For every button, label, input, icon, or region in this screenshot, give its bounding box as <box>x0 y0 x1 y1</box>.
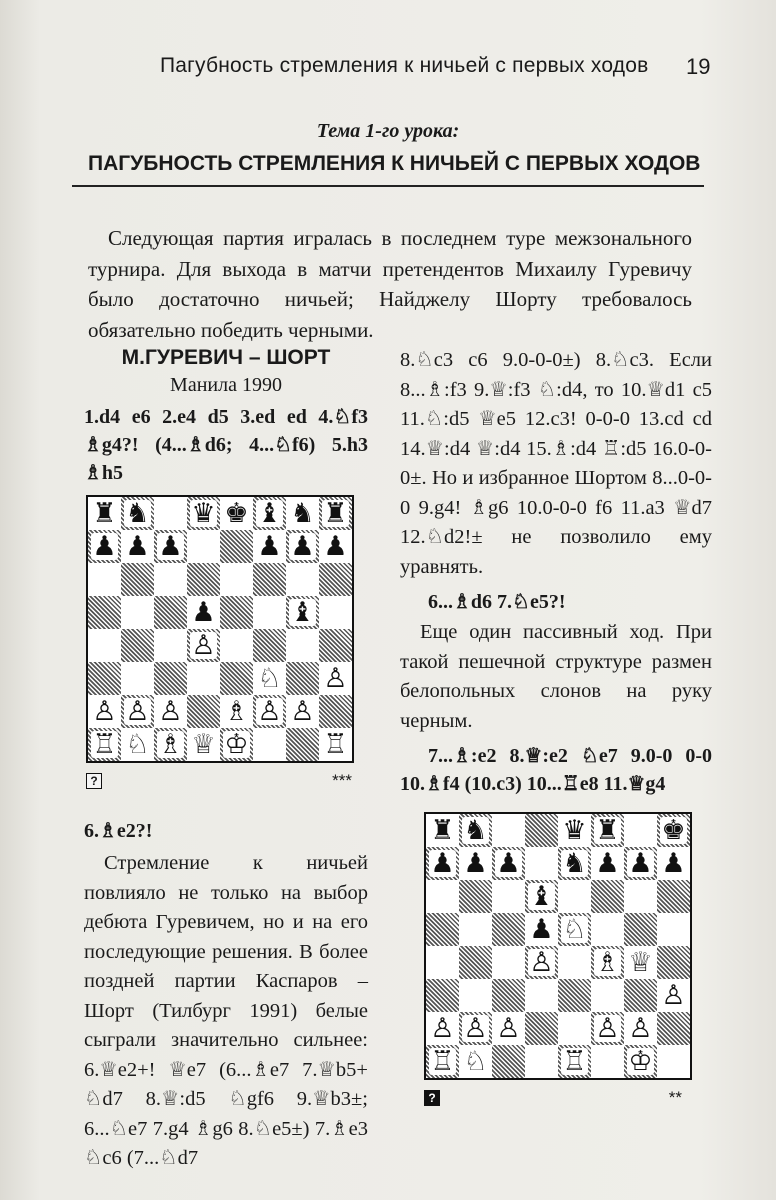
diagram-1-caption <box>86 771 352 791</box>
square-d4 <box>187 629 220 662</box>
square-f7 <box>591 847 624 880</box>
chess-piece-icon: ♘ <box>562 914 587 945</box>
square-g2 <box>624 1012 657 1045</box>
chess-piece-icon: ♘ <box>125 729 150 760</box>
square-a5 <box>426 913 459 946</box>
square-g7 <box>286 530 319 563</box>
chess-piece-icon: ♟ <box>430 848 455 879</box>
square-h3 <box>319 662 352 695</box>
square-b6 <box>459 880 492 913</box>
square-c7 <box>492 847 525 880</box>
chess-piece-icon: ♚ <box>661 815 686 846</box>
square-e1 <box>220 728 253 761</box>
square-d8 <box>525 814 558 847</box>
chess-piece-icon: ♕ <box>628 947 653 978</box>
square-g8 <box>624 814 657 847</box>
square-e8 <box>558 814 591 847</box>
square-f1 <box>591 1045 624 1078</box>
question-mark-icon: ? <box>424 1090 440 1106</box>
square-b1 <box>121 728 154 761</box>
square-a4 <box>426 946 459 979</box>
chess-piece-icon: ♘ <box>257 663 282 694</box>
square-c4 <box>154 629 187 662</box>
square-e2 <box>558 1012 591 1045</box>
square-d1 <box>187 728 220 761</box>
square-h5 <box>319 596 352 629</box>
chapter-heading: ПАГУБНОСТЬ СТРЕМЛЕНИЯ К НИЧЬЕЙ С ПЕРВЫХ ХОДОВ <box>88 152 701 175</box>
square-d5 <box>187 596 220 629</box>
square-e1 <box>558 1045 591 1078</box>
square-c3 <box>492 979 525 1012</box>
left-column <box>84 346 368 1174</box>
square-f5 <box>591 913 624 946</box>
square-g3 <box>624 979 657 1012</box>
square-a8 <box>426 814 459 847</box>
chess-piece-icon: ♙ <box>463 1013 488 1044</box>
square-d7 <box>187 530 220 563</box>
square-f6 <box>253 563 286 596</box>
chess-piece-icon: ♟ <box>290 531 315 562</box>
square-a4 <box>88 629 121 662</box>
square-e5 <box>220 596 253 629</box>
diagram-2-caption <box>424 1088 682 1108</box>
square-e5 <box>558 913 591 946</box>
square-f5 <box>253 596 286 629</box>
square-g5 <box>286 596 319 629</box>
square-b1 <box>459 1045 492 1078</box>
square-a2 <box>426 1012 459 1045</box>
square-c6 <box>492 880 525 913</box>
square-h5 <box>657 913 690 946</box>
chess-piece-icon: ♝ <box>529 881 554 912</box>
square-g1 <box>624 1045 657 1078</box>
chess-piece-icon: ♖ <box>562 1046 587 1077</box>
chess-piece-icon: ♖ <box>323 729 348 760</box>
chess-piece-icon: ♙ <box>257 696 282 727</box>
square-g4 <box>624 946 657 979</box>
chess-piece-icon: ♗ <box>158 729 183 760</box>
square-h3 <box>657 979 690 1012</box>
square-a8 <box>88 497 121 530</box>
square-e3 <box>220 662 253 695</box>
difficulty-stars: ** <box>668 1088 682 1107</box>
square-b3 <box>121 662 154 695</box>
right-column <box>400 346 712 1108</box>
square-f4 <box>253 629 286 662</box>
chess-piece-icon: ♟ <box>661 848 686 879</box>
chess-piece-icon: ♟ <box>496 848 521 879</box>
square-c1 <box>492 1045 525 1078</box>
square-h8 <box>657 814 690 847</box>
square-h6 <box>657 880 690 913</box>
chess-piece-icon: ♙ <box>290 696 315 727</box>
chess-piece-icon: ♝ <box>257 498 282 529</box>
square-e4 <box>558 946 591 979</box>
square-c2 <box>492 1012 525 1045</box>
chess-piece-icon: ♔ <box>224 729 249 760</box>
square-b8 <box>459 814 492 847</box>
chess-piece-icon: ♗ <box>595 947 620 978</box>
square-c2 <box>154 695 187 728</box>
square-h2 <box>319 695 352 728</box>
square-b5 <box>121 596 154 629</box>
square-d7 <box>525 847 558 880</box>
square-h1 <box>657 1045 690 1078</box>
chess-piece-icon: ♔ <box>628 1046 653 1077</box>
square-d8 <box>187 497 220 530</box>
square-d4 <box>525 946 558 979</box>
square-b2 <box>121 695 154 728</box>
square-g5 <box>624 913 657 946</box>
square-h8 <box>319 497 352 530</box>
square-g1 <box>286 728 319 761</box>
square-f3 <box>591 979 624 1012</box>
chess-piece-icon: ♟ <box>529 914 554 945</box>
square-a1 <box>426 1045 459 1078</box>
square-a3 <box>88 662 121 695</box>
square-g4 <box>286 629 319 662</box>
chess-piece-icon: ♞ <box>290 498 315 529</box>
chess-piece-icon: ♟ <box>92 531 117 562</box>
running-header: Пагубность стремления к ничьей с первых ходов <box>160 54 649 77</box>
square-a2 <box>88 695 121 728</box>
question-mark-icon: ? <box>86 773 102 789</box>
square-a6 <box>426 880 459 913</box>
square-a1 <box>88 728 121 761</box>
square-h2 <box>657 1012 690 1045</box>
square-c8 <box>154 497 187 530</box>
square-f1 <box>253 728 286 761</box>
square-c4 <box>492 946 525 979</box>
square-d1 <box>525 1045 558 1078</box>
chess-piece-icon: ♟ <box>191 597 216 628</box>
page-number: 19 <box>686 54 711 79</box>
intro-paragraph: Следующая партия игралась в последнем туре межзонального турнира. Для выхода в матчи претендентов Михаилу Гуревичу было достаточно ничьей; Найджелу Шорту требовалось обязательно победить черными. <box>88 226 692 342</box>
chess-piece-icon: ♙ <box>125 696 150 727</box>
chess-piece-icon: ♙ <box>661 980 686 1011</box>
square-e6 <box>220 563 253 596</box>
chess-diagram-2 <box>424 812 692 1080</box>
chess-piece-icon: ♙ <box>595 1013 620 1044</box>
square-h4 <box>319 629 352 662</box>
square-c3 <box>154 662 187 695</box>
square-c8 <box>492 814 525 847</box>
square-b8 <box>121 497 154 530</box>
chess-piece-icon: ♙ <box>191 630 216 661</box>
square-f6 <box>591 880 624 913</box>
square-c7 <box>154 530 187 563</box>
chess-piece-icon: ♙ <box>158 696 183 727</box>
commentary-left: Стремление к ничьей повлияло не только на выбор дебюта Гуревичем, но и на его последующие решения. В более поздней партии Каспаров – Шорт (Тилбург 1991) белые сыграли значительно сильнее: 6.♕e2+! ♕e7 (6...♗e7 7.♕b5+ ♘d7 8.♕:d5 ♘gf6 9.♕b3±; 6...♘e7 7.g4 ♗g6 8.♘e5±) 7.♗e3 ♘c6 (7...♘d7 <box>84 852 368 1169</box>
square-f3 <box>253 662 286 695</box>
square-b7 <box>121 530 154 563</box>
chess-piece-icon: ♗ <box>224 696 249 727</box>
chess-piece-icon: ♚ <box>224 498 249 529</box>
chess-piece-icon: ♙ <box>323 663 348 694</box>
opening-moves: 1.d4 e6 2.e4 d5 3.ed ed 4.♘f3 ♗g4?! (4...♗d6; 4...♘f6) 5.h3 ♗h5 <box>84 406 368 484</box>
chess-piece-icon: ♟ <box>628 848 653 879</box>
square-b6 <box>121 563 154 596</box>
square-g7 <box>624 847 657 880</box>
square-g8 <box>286 497 319 530</box>
chess-piece-icon: ♙ <box>529 947 554 978</box>
chess-piece-icon: ♙ <box>430 1013 455 1044</box>
chess-piece-icon: ♜ <box>595 815 620 846</box>
square-h4 <box>657 946 690 979</box>
chess-piece-icon: ♛ <box>191 498 216 529</box>
square-d6 <box>187 563 220 596</box>
square-e6 <box>558 880 591 913</box>
chess-piece-icon: ♟ <box>463 848 488 879</box>
chess-piece-icon: ♙ <box>628 1013 653 1044</box>
square-b7 <box>459 847 492 880</box>
square-f2 <box>253 695 286 728</box>
square-g3 <box>286 662 319 695</box>
square-g6 <box>286 563 319 596</box>
chess-piece-icon: ♞ <box>562 848 587 879</box>
square-e3 <box>558 979 591 1012</box>
chess-piece-icon: ♖ <box>430 1046 455 1077</box>
square-b5 <box>459 913 492 946</box>
chess-piece-icon: ♟ <box>158 531 183 562</box>
chess-piece-icon: ♙ <box>496 1013 521 1044</box>
chess-piece-icon: ♜ <box>92 498 117 529</box>
chess-diagram-1 <box>86 495 354 763</box>
square-e7 <box>220 530 253 563</box>
chess-piece-icon: ♟ <box>595 848 620 879</box>
square-f8 <box>591 814 624 847</box>
commentary-right-1: 8.♘c3 c6 9.0-0-0±) 8.♘c3. Если 8...♗:f3 9.♕:f3 ♘:d4, то 10.♕d1 c5 11.♘:d5 ♕e5 12.c3! 0-0-0 13.cd cd 14.♕:d4 ♕:d4 15.♗:d4 ♖:d5 16.0-0-0±. Но и избранное Шортом 8...0-0-0 9.g4! ♗g6 10.0-0-0 f6 11.a3 ♕d7 12.♘d2!± не позволило ему уравнять. <box>400 349 712 578</box>
square-f4 <box>591 946 624 979</box>
square-f2 <box>591 1012 624 1045</box>
square-c1 <box>154 728 187 761</box>
square-g2 <box>286 695 319 728</box>
square-h6 <box>319 563 352 596</box>
square-b3 <box>459 979 492 1012</box>
heading-rule <box>72 185 704 187</box>
square-b4 <box>121 629 154 662</box>
chess-piece-icon: ♖ <box>92 729 117 760</box>
square-h1 <box>319 728 352 761</box>
square-g6 <box>624 880 657 913</box>
move-6-black: 6...♗d6 7.♘e5?! <box>428 591 566 613</box>
square-c6 <box>154 563 187 596</box>
square-b4 <box>459 946 492 979</box>
square-f8 <box>253 497 286 530</box>
theme-label: Тема 1-го урока: <box>316 120 460 142</box>
square-e8 <box>220 497 253 530</box>
square-d3 <box>525 979 558 1012</box>
move-6: 6.♗e2?! <box>84 820 153 842</box>
square-d6 <box>525 880 558 913</box>
chess-piece-icon: ♞ <box>125 498 150 529</box>
square-a7 <box>426 847 459 880</box>
square-c5 <box>154 596 187 629</box>
square-f7 <box>253 530 286 563</box>
square-a7 <box>88 530 121 563</box>
square-h7 <box>319 530 352 563</box>
chess-piece-icon: ♙ <box>92 696 117 727</box>
square-d5 <box>525 913 558 946</box>
game-place: Манила 1990 <box>170 374 282 396</box>
square-e7 <box>558 847 591 880</box>
difficulty-stars: *** <box>332 771 352 790</box>
commentary-right-2: Еще один пассивный ход. При такой пешечной структуре размен белопольных слонов на руку черным. <box>400 621 712 732</box>
game-players: М.ГУРЕВИЧ – ШОРТ <box>121 346 331 369</box>
square-b2 <box>459 1012 492 1045</box>
square-e4 <box>220 629 253 662</box>
chess-piece-icon: ♝ <box>290 597 315 628</box>
square-a6 <box>88 563 121 596</box>
square-d2 <box>187 695 220 728</box>
chess-piece-icon: ♟ <box>323 531 348 562</box>
square-c5 <box>492 913 525 946</box>
chess-piece-icon: ♟ <box>257 531 282 562</box>
square-a5 <box>88 596 121 629</box>
chess-piece-icon: ♘ <box>463 1046 488 1077</box>
chess-piece-icon: ♜ <box>430 815 455 846</box>
chess-piece-icon: ♞ <box>463 815 488 846</box>
moves-7-11: 7...♗:e2 8.♕:e2 ♘e7 9.0-0 0-0 10.♗f4 (10.c3) 10...♖e8 11.♕g4 <box>400 745 712 795</box>
square-h7 <box>657 847 690 880</box>
square-d2 <box>525 1012 558 1045</box>
square-a3 <box>426 979 459 1012</box>
square-e2 <box>220 695 253 728</box>
square-d3 <box>187 662 220 695</box>
chess-piece-icon: ♜ <box>323 498 348 529</box>
chess-piece-icon: ♟ <box>125 531 150 562</box>
chess-piece-icon: ♛ <box>562 815 587 846</box>
chess-piece-icon: ♕ <box>191 729 216 760</box>
